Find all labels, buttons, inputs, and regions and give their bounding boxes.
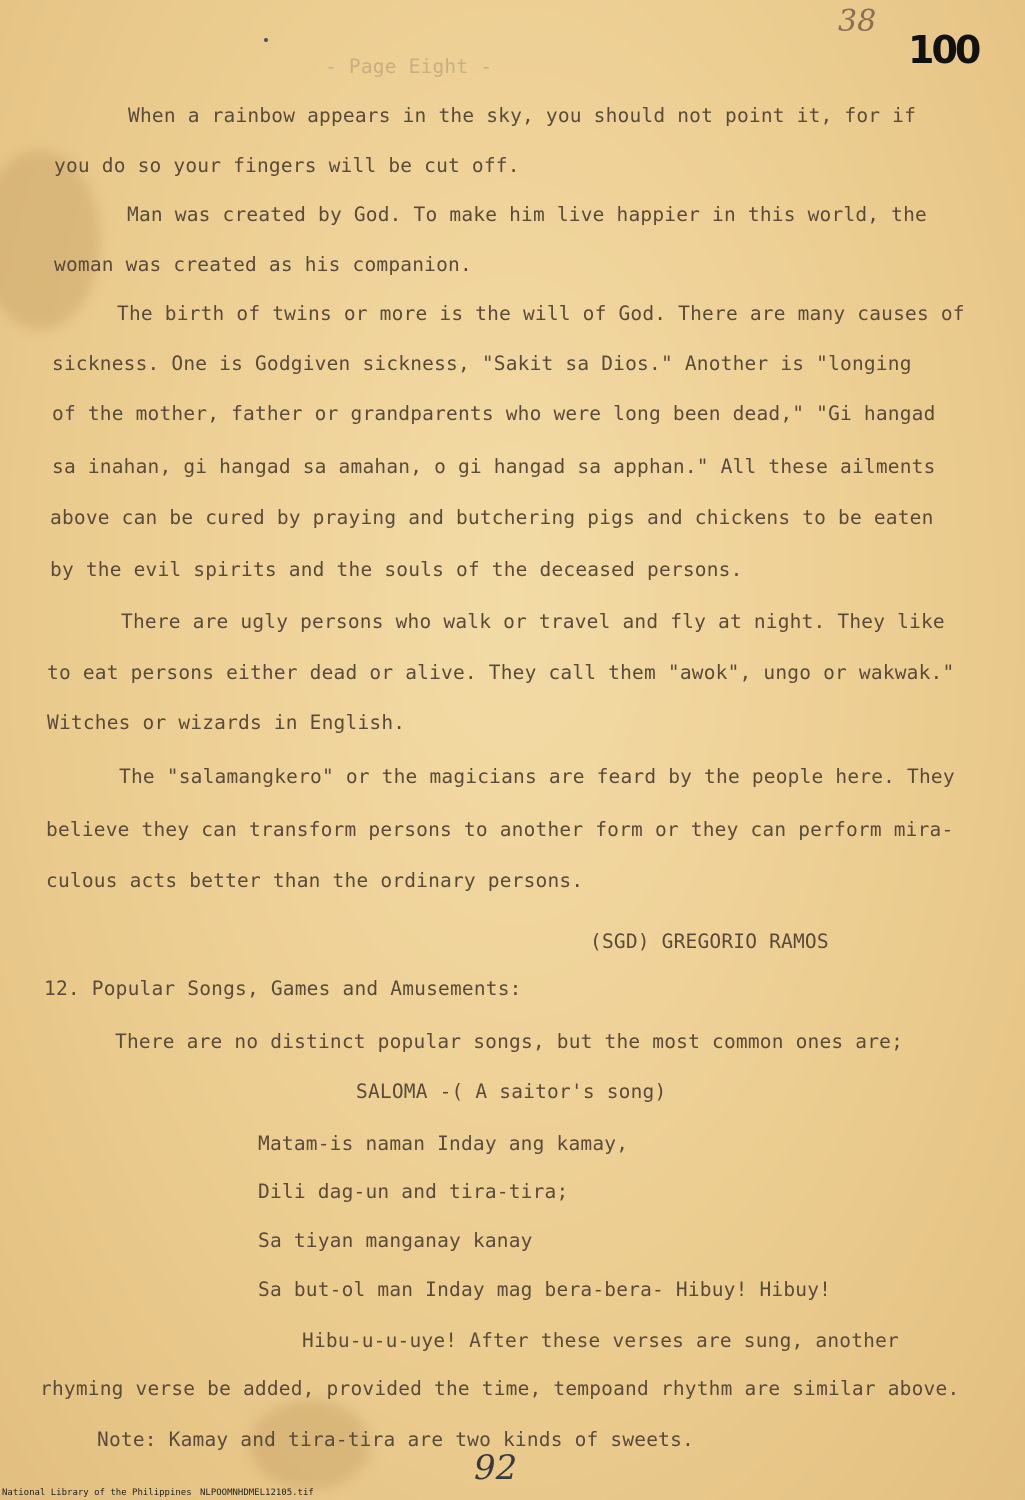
note: Note: Kamay and tira-tira are two kinds of sweets. (97, 1428, 694, 1451)
signature: (SGD) GREGORIO RAMOS (590, 930, 829, 953)
after-verses-line1: Hibu-u-u-uye! After these verses are sung, another (302, 1329, 899, 1352)
p5-line2: believe they can transform persons to another form or they can perform mira- (46, 818, 954, 841)
handwritten-page-number: 38 (838, 4, 877, 39)
p5-line3: culous acts better than the ordinary persons. (46, 869, 584, 892)
p3-line1: The birth of twins or more is the will of God. There are many causes of (117, 302, 965, 325)
verse-4: Sa but-ol man Inday mag bera-bera- Hibuy! Hibuy! (258, 1278, 832, 1301)
handwritten-bottom-number: 92 (474, 1448, 518, 1488)
p3-line4: sa inahan, gi hangad sa amahan, o gi hangad sa apphan." All these ailments (52, 455, 936, 478)
stain-top-left (0, 150, 100, 330)
page-title: - Page Eight - (325, 55, 493, 78)
p4-line2: to eat persons either dead or alive. They call them "awok", ungo or wakwak." (47, 661, 955, 684)
p3-line5: above can be cured by praying and butchering pigs and chickens to be eaten (50, 506, 934, 529)
p3-line3: of the mother, father or grandparents who were long been dead," "Gi hangad (52, 402, 936, 425)
p1-line2: you do so your fingers will be cut off. (54, 154, 520, 177)
section-heading: 12. Popular Songs, Games and Amusements: (44, 977, 522, 1000)
p4-line3: Witches or wizards in English. (47, 711, 406, 734)
after-verses-line2: rhyming verse be added, provided the time, tempoand rhythm are similar above. (40, 1377, 960, 1400)
p2-line2: woman was created as his companion. (54, 253, 472, 276)
verse-2: Dili dag-un and tira-tira; (258, 1180, 569, 1203)
stray-mark (264, 38, 268, 42)
p2-line1: Man was created by God. To make him live happier in this world, the (127, 203, 927, 226)
verse-3: Sa tiyan manganay kanay (258, 1229, 533, 1252)
page-stamp-number: 100 (908, 28, 979, 72)
p5-line1: The "salamangkero" or the magicians are feard by the people here. They (119, 765, 955, 788)
file-label: NLPOOMNHDMEL12105.tif (200, 1488, 314, 1498)
p4-line1: There are ugly persons who walk or travel and fly at night. They like (121, 610, 945, 633)
song-title: SALOMA -( A saitor's song) (356, 1080, 667, 1103)
p1-line1: When a rainbow appears in the sky, you should not point it, for if (128, 104, 917, 127)
section-intro: There are no distinct popular songs, but the most common ones are; (115, 1030, 904, 1053)
p3-line6: by the evil spirits and the souls of the deceased persons. (50, 558, 743, 581)
archive-label: National Library of the Philippines (2, 1488, 192, 1498)
verse-1: Matam-is naman Inday ang kamay, (258, 1132, 629, 1155)
p3-line2: sickness. One is Godgiven sickness, "Sakit sa Dios." Another is "longing (52, 352, 912, 375)
